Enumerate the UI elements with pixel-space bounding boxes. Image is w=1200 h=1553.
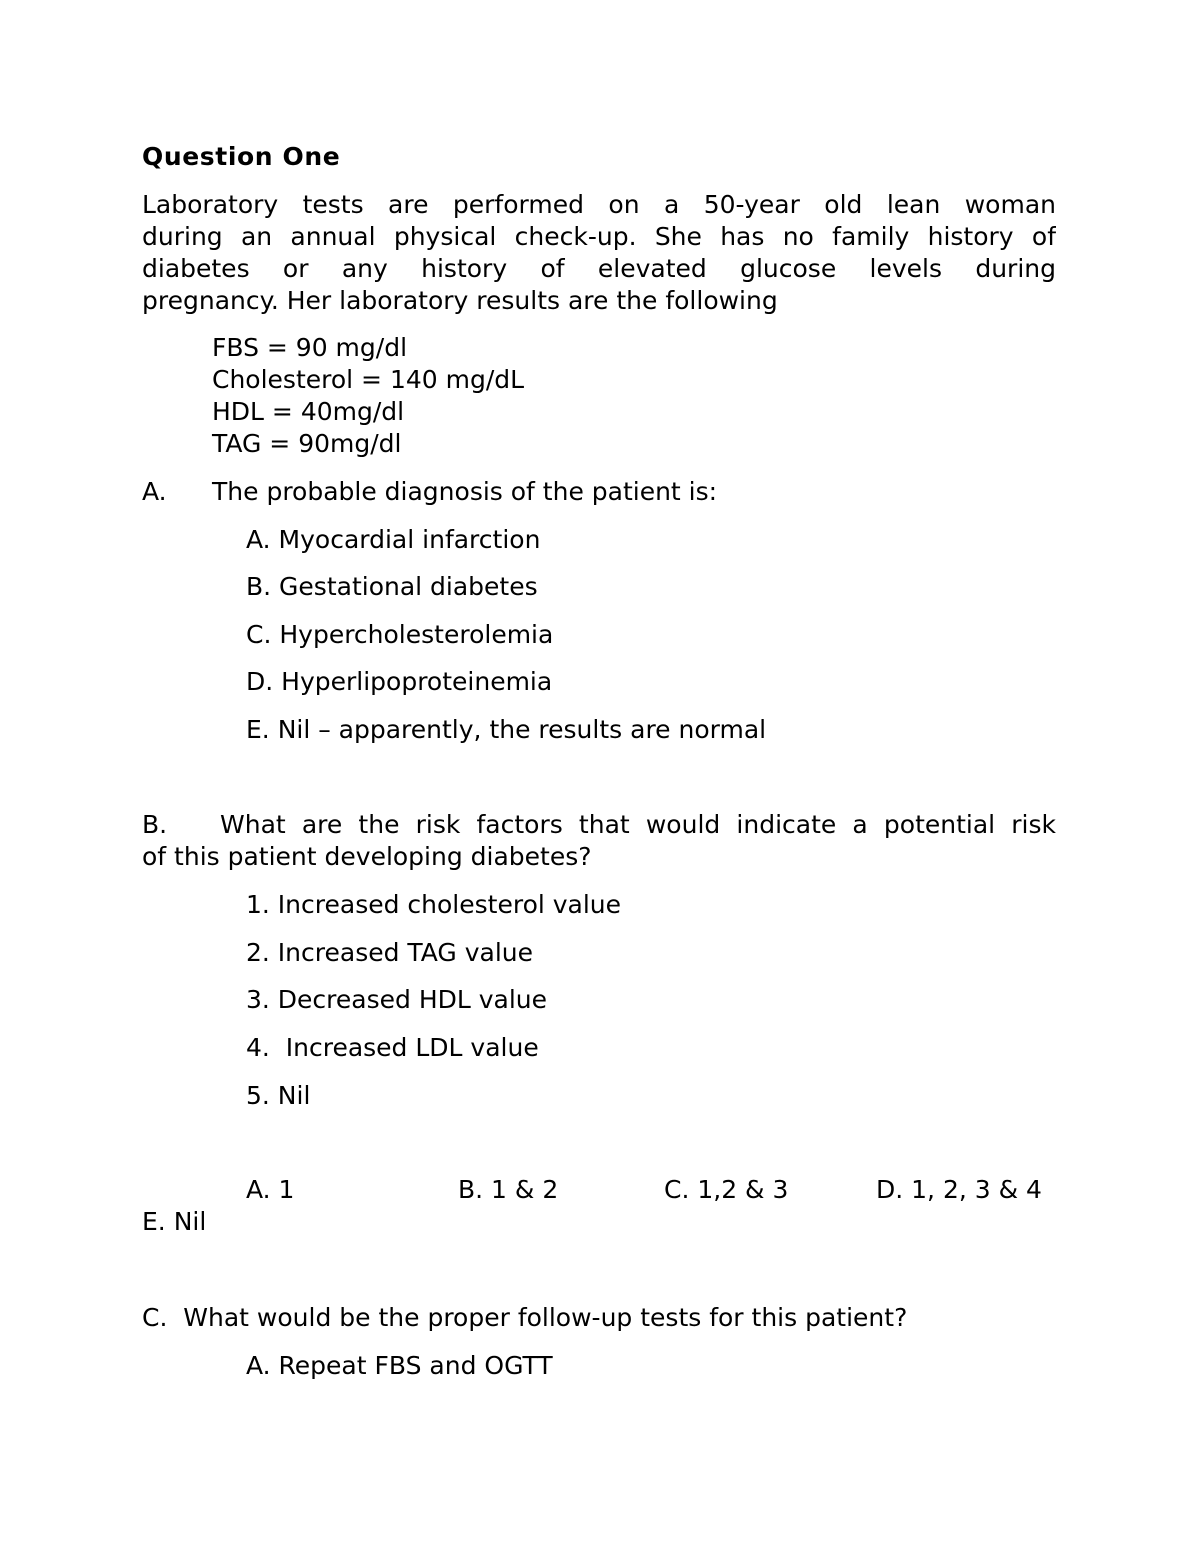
part-b-letter: B.: [142, 810, 168, 839]
part-c-option-a: A. Repeat FBS and OGTT: [246, 1351, 553, 1380]
intro-line-1: Laboratory tests are performed on a 50-year old lean woman: [142, 190, 1056, 219]
part-a-option-b: B. Gestational diabetes: [246, 572, 538, 601]
part-a-option-e: E. Nil – apparently, the results are normal: [246, 715, 767, 744]
lab-result-cholesterol: Cholesterol = 140 mg/dL: [212, 365, 525, 394]
part-c-question: C. What would be the proper follow-up tests for this patient?: [142, 1303, 908, 1332]
part-b-factor-3: 3. Decreased HDL value: [246, 985, 548, 1014]
part-b-choice-c: C. 1,2 & 3: [664, 1175, 789, 1204]
lab-result-hdl: HDL = 40mg/dl: [212, 397, 405, 426]
part-b-question-line-2: of this patient developing diabetes?: [142, 842, 592, 871]
part-b-choice-e: E. Nil: [142, 1207, 207, 1236]
part-b-question-line-1: What are the risk factors that would indicate a potential risk: [220, 810, 1056, 839]
part-a-option-a: A. Myocardial infarction: [246, 525, 541, 554]
part-a-option-d: D. Hyperlipoproteinemia: [246, 667, 553, 696]
lab-result-tag: TAG = 90mg/dl: [212, 429, 402, 458]
part-a-question: The probable diagnosis of the patient is:: [212, 477, 718, 506]
part-b-factor-4: 4. Increased LDL value: [246, 1033, 539, 1062]
part-b-factor-2: 2. Increased TAG value: [246, 938, 534, 967]
lab-result-fbs: FBS = 90 mg/dl: [212, 333, 408, 362]
intro-line-4: pregnancy. Her laboratory results are the following: [142, 286, 778, 315]
part-a-option-c: C. Hypercholesterolemia: [246, 620, 554, 649]
part-a-letter: A.: [142, 477, 167, 506]
intro-line-2: during an annual physical check-up. She has no family history of: [142, 222, 1056, 251]
part-b-choice-d: D. 1, 2, 3 & 4: [876, 1175, 1042, 1204]
intro-line-3: diabetes or any history of elevated glucose levels during: [142, 254, 1056, 283]
part-b-factor-5: 5. Nil: [246, 1081, 311, 1110]
part-b-choice-b: B. 1 & 2: [458, 1175, 559, 1204]
part-b-choice-a: A. 1: [246, 1175, 295, 1204]
question-title: Question One: [142, 142, 341, 171]
part-b-factor-1: 1. Increased cholesterol value: [246, 890, 622, 919]
